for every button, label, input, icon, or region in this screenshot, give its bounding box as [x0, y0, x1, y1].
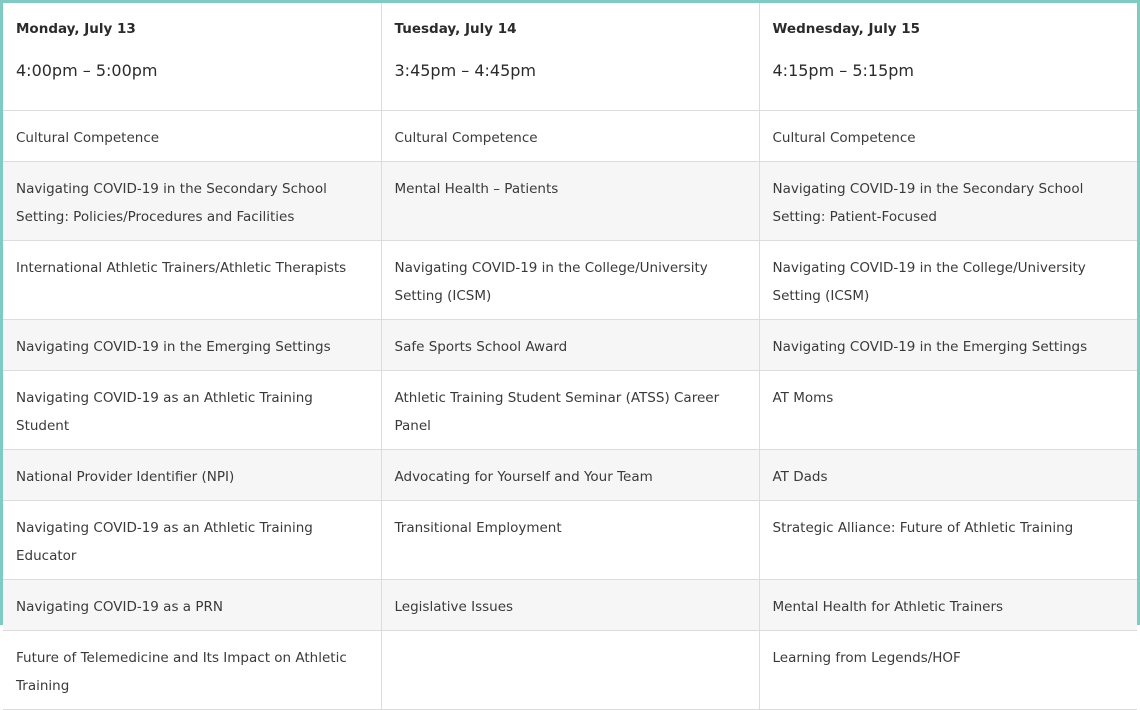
session-cell: Navigating COVID-19 in the Emerging Settings [3, 320, 381, 371]
table-row [3, 162, 1137, 241]
session-cell: Cultural Competence [381, 111, 759, 162]
session-cell: Learning from Legends/HOF [759, 631, 1137, 710]
time-range: 4:00pm – 5:00pm [16, 61, 158, 80]
time-range: 4:15pm – 5:15pm [772, 61, 915, 80]
session-cell: Navigating COVID-19 in the College/University Setting (ICSM) [381, 241, 759, 320]
session-cell: Navigating COVID-19 in the Emerging Settings [759, 320, 1137, 371]
table-row [3, 450, 1137, 501]
session-cell: Navigating COVID-19 as an Athletic Training Educator [3, 501, 381, 580]
session-cell: Athletic Training Student Seminar (ATSS) Career Panel [381, 371, 759, 450]
column-header-monday [3, 3, 381, 111]
session-cell: Cultural Competence [759, 111, 1137, 162]
day-label: Tuesday, July 14 [394, 21, 517, 37]
session-cell: Future of Telemedicine and Its Impact on Athletic Training [3, 631, 381, 710]
session-cell: Safe Sports School Award [381, 320, 759, 371]
session-cell: Advocating for Yourself and Your Team [381, 450, 759, 501]
session-cell: Transitional Employment [381, 501, 759, 580]
session-cell [381, 631, 759, 710]
table-row [3, 111, 1137, 162]
table-row [3, 631, 1137, 710]
session-cell: AT Moms [759, 371, 1137, 450]
column-header-tuesday [381, 3, 759, 111]
schedule-table [3, 3, 1137, 710]
session-cell: Navigating COVID-19 in the College/University Setting (ICSM) [759, 241, 1137, 320]
session-cell: Mental Health for Athletic Trainers [759, 580, 1137, 631]
session-cell: AT Dads [759, 450, 1137, 501]
session-cell: Navigating COVID-19 as an Athletic Training Student [3, 371, 381, 450]
column-header-wednesday [759, 3, 1137, 111]
table-row [3, 580, 1137, 631]
session-cell: Legislative Issues [381, 580, 759, 631]
day-label: Wednesday, July 15 [772, 21, 921, 37]
time-range: 3:45pm – 4:45pm [394, 61, 537, 80]
session-cell: Navigating COVID-19 as a PRN [3, 580, 381, 631]
table-row [3, 320, 1137, 371]
session-cell: Navigating COVID-19 in the Secondary School Setting: Patient-Focused [759, 162, 1137, 241]
table-row [3, 371, 1137, 450]
session-cell: National Provider Identifier (NPI) [3, 450, 381, 501]
day-label: Monday, July 13 [16, 21, 136, 37]
session-cell: International Athletic Trainers/Athletic Therapists [3, 241, 381, 320]
table-row [3, 501, 1137, 580]
session-cell: Strategic Alliance: Future of Athletic Training [759, 501, 1137, 580]
session-cell: Cultural Competence [3, 111, 381, 162]
table-header-row [3, 3, 1137, 111]
table-row [3, 241, 1137, 320]
session-cell: Mental Health – Patients [381, 162, 759, 241]
session-cell: Navigating COVID-19 in the Secondary School Setting: Policies/Procedures and Facilities [3, 162, 381, 241]
